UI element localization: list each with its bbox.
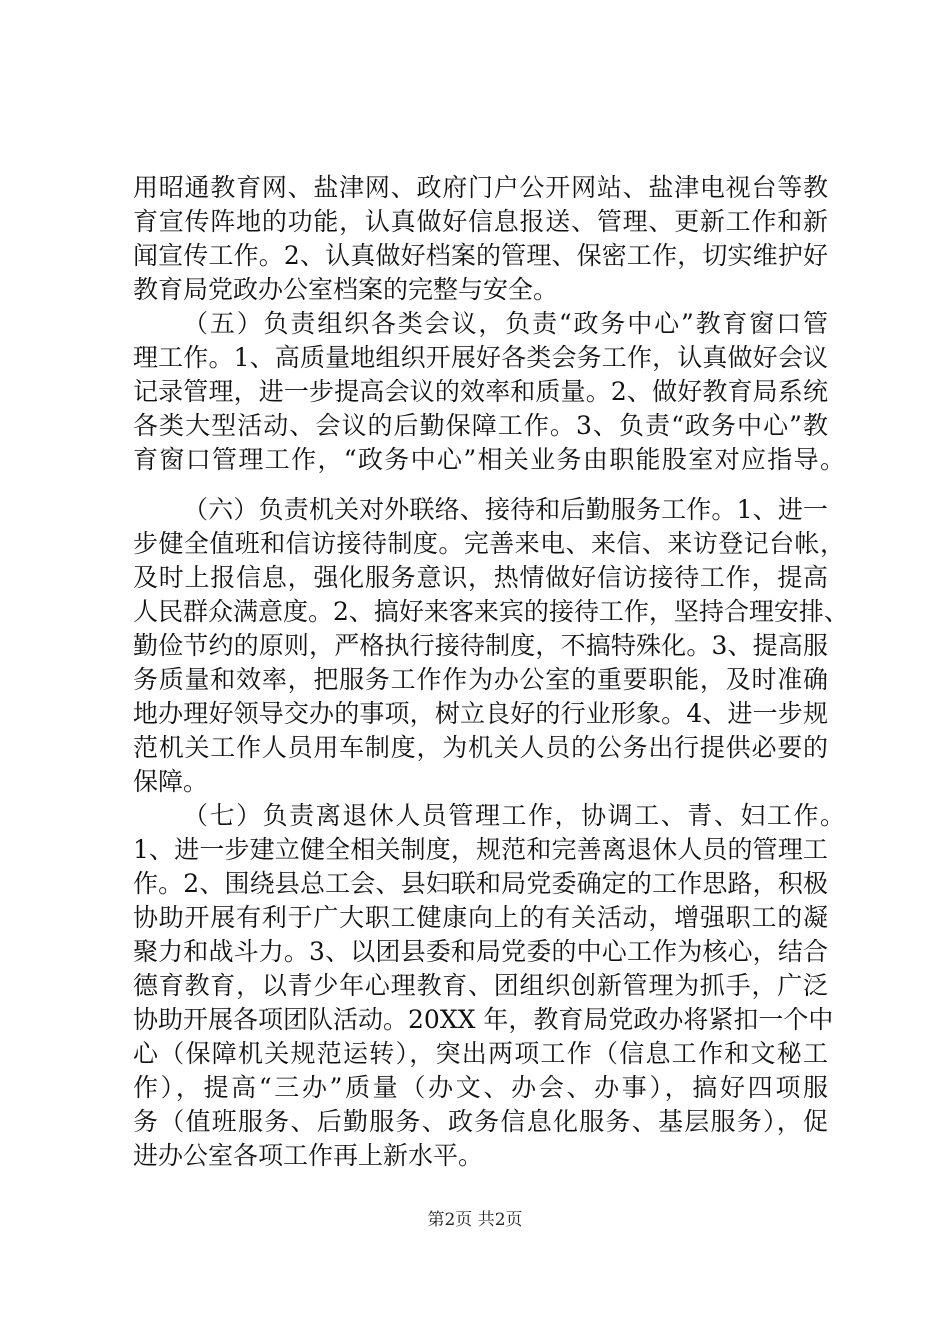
text-line-content: 作），提高“三办”质量（办文、办会、办事），搞好四项服 [133, 1073, 828, 1102]
text-line-content: 协助开展各项团队活动。20XX 年，教育局党政办将紧扣一个中 [133, 1005, 834, 1034]
text-line [0, 170, 950, 206]
text-line-content: 务（值班服务、后勤服务、政务信息化服务、基层服务），促 [133, 1107, 828, 1136]
text-line-content: 闻宣传工作。2、认真做好档案的管理、保密工作，切实维护好 [133, 241, 828, 270]
text-line-content: （五）负责组织各类会议，负责“政务中心”教育窗口管 [183, 309, 828, 338]
text-line [0, 628, 950, 664]
text-line [0, 696, 950, 732]
text-line-content: 育宣传阵地的功能，认真做好信息报送、管理、更新工作和新 [133, 207, 828, 236]
page-footer: 第2页 共2页 [427, 1210, 523, 1230]
text-line [0, 272, 950, 308]
text-line [0, 374, 950, 410]
text-line [0, 408, 950, 444]
text-line-content: 协助开展有利于广大职工健康向上的有关活动，增强职工的凝 [133, 903, 828, 932]
text-line [0, 934, 950, 970]
text-line [0, 764, 950, 800]
text-line [0, 204, 950, 240]
text-line [0, 442, 950, 478]
text-line-content: 教育局党政办公室档案的完整与安全。 [133, 275, 559, 304]
text-line-content: 用昭通教育网、盐津网、政府门户公开网站、盐津电视台等教 [133, 173, 828, 202]
text-line-content: 地办理好领导交办的事项，树立良好的行业形象。4、进一步规 [133, 699, 828, 728]
text-line [0, 1036, 950, 1072]
text-line-content: （六）负责机关对外联络、接待和后勤服务工作。1、进一 [183, 495, 828, 524]
text-line [0, 1002, 950, 1038]
text-line-content: 德育教育，以青少年心理教育、团组织创新管理为抓手，广泛 [133, 971, 828, 1000]
text-line-content: 勤俭节约的原则，严格执行接待制度，不搞特殊化。3、提高服 [133, 631, 828, 660]
text-line-content: 人民群众满意度。2、搞好来客来宾的接待工作，坚持合理安排、 [133, 597, 849, 626]
text-line [0, 730, 950, 766]
text-line [0, 526, 950, 562]
text-line-content: 记录管理，进一步提高会议的效率和质量。2、做好教育局系统 [133, 377, 828, 406]
text-line [0, 560, 950, 596]
text-line [0, 662, 950, 698]
text-line-content: 心（保障机关规范运转），突出两项工作（信息工作和文秘工 [133, 1039, 828, 1068]
text-line-content: 理工作。1、高质量地组织开展好各类会务工作，认真做好会议 [133, 343, 828, 372]
text-line-content: 育窗口管理工作，“政务中心”相关业务由职能股室对应指导。 [133, 445, 845, 474]
text-line [0, 832, 950, 868]
text-line [0, 1070, 950, 1106]
text-line [0, 1104, 950, 1140]
text-line [0, 594, 950, 630]
text-line [0, 306, 950, 342]
text-line-content: 聚力和战斗力。3、以团县委和局党委的中心工作为核心，结合 [133, 937, 828, 966]
text-line [0, 798, 950, 834]
text-line [0, 238, 950, 274]
text-line [0, 900, 950, 936]
text-line [0, 968, 950, 1004]
text-line-content: 1、进一步建立健全相关制度，规范和完善离退休人员的管理工 [133, 835, 828, 864]
text-line [0, 866, 950, 902]
text-line [0, 340, 950, 376]
text-line-content: 各类大型活动、会议的后勤保障工作。3、负责“政务中心”教 [133, 411, 828, 440]
text-line-content: 进办公室各项工作再上新水平。 [133, 1141, 484, 1170]
text-line-content: （七）负责离退休人员管理工作，协调工、青、妇工作。 [183, 801, 845, 830]
text-line-content: 保障。 [133, 767, 209, 796]
text-line [0, 1138, 950, 1174]
text-line-content: 务质量和效率，把服务工作作为办公室的重要职能，及时准确 [133, 665, 828, 694]
text-line-content: 步健全值班和信访接待制度。完善来电、来信、来访登记台帐， [133, 529, 845, 558]
text-line-content: 作。2、围绕县总工会、县妇联和局党委确定的工作思路，积极 [133, 869, 828, 898]
text-line-content: 范机关工作人员用车制度，为机关人员的公务出行提供必要的 [133, 733, 828, 762]
text-line [0, 492, 950, 528]
text-line-content: 及时上报信息，强化服务意识，热情做好信访接待工作，提高 [133, 563, 828, 592]
